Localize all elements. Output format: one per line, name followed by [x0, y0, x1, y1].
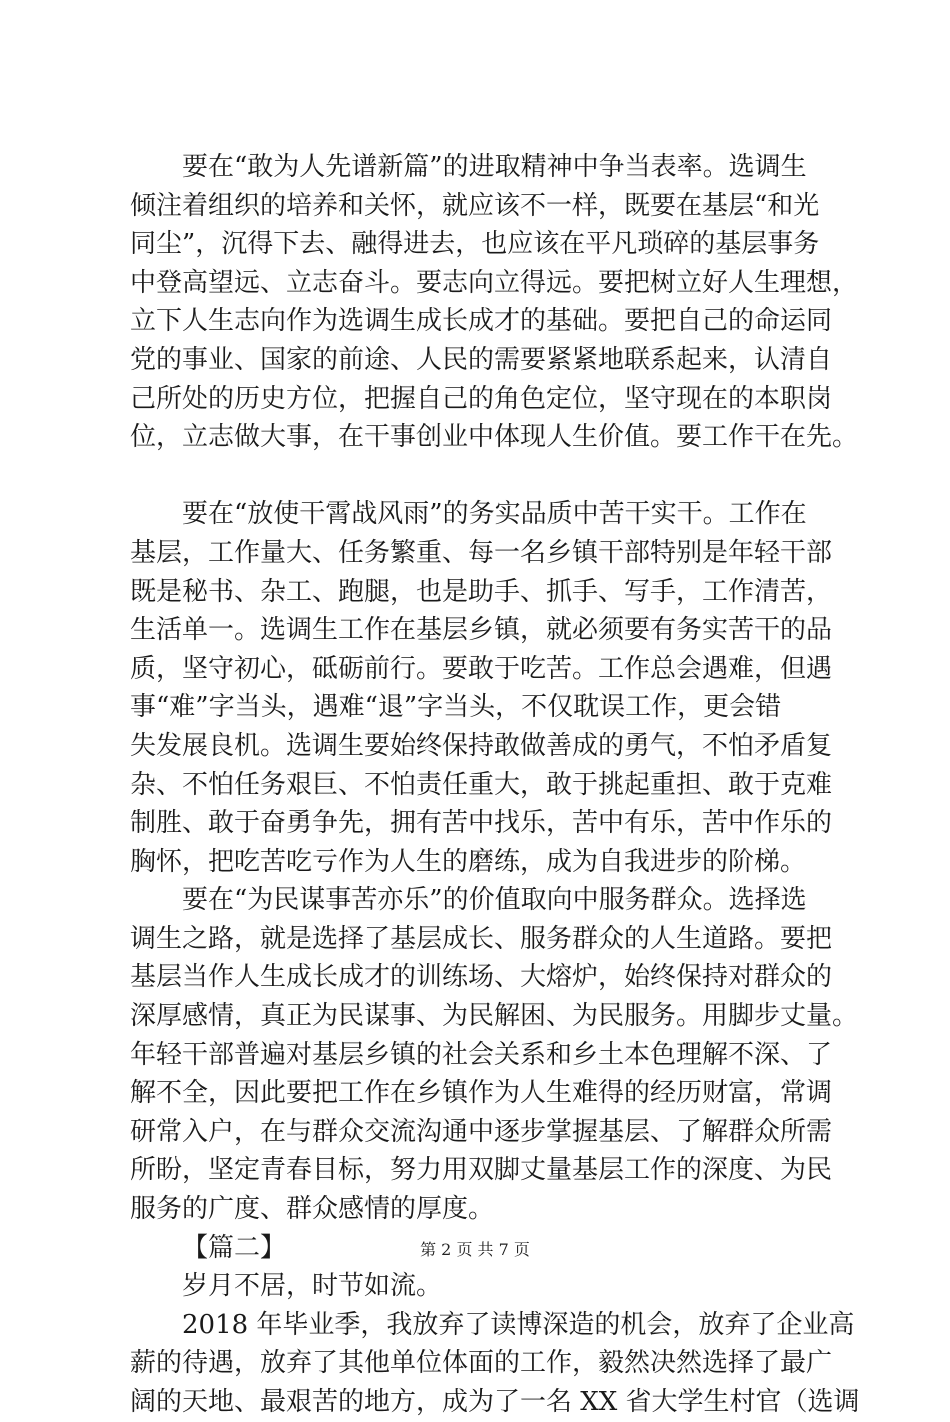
paragraph — [130, 881, 859, 1228]
document-body — [130, 148, 860, 1422]
text-line: 2018 年毕业季，我放弃了读博深造的机会，放弃了企业高 — [182, 1309, 855, 1340]
text-line: 杂、不怕任务艰巨、不怕责任重大，敢于挑起重担、敢于克难 — [130, 769, 833, 800]
paragraph — [130, 148, 859, 457]
text-line: 既是秘书、杂工、跑腿，也是助手、抓手、写手，工作清苦， — [130, 576, 833, 607]
text-line: 阔的天地、最艰苦的地方，成为了一名 XX 省大学生村官（选调 — [130, 1387, 860, 1417]
text-line: 质，坚守初心，砥砺前行。要敢于吃苦。工作总会遇难，但遇 — [130, 653, 833, 684]
page-number-footer: 第 2 页 共 7 页 — [420, 1240, 530, 1259]
paragraph — [130, 495, 833, 881]
paragraph-gap — [130, 457, 830, 496]
text-line: 生活单一。选调生工作在基层乡镇，就必须要有务实苦干的品 — [130, 615, 833, 646]
text-line: 基层，工作量大、任务繁重、每一名乡镇干部特别是年轻干部 — [130, 537, 833, 568]
text-line: 中登高望远、立志奋斗。要志向立得远。要把树立好人生理想， — [130, 267, 859, 298]
text-line: 研常入户，在与群众交流沟通中逐步掌握基层、了解群众所需 — [130, 1116, 833, 1147]
paragraph — [130, 1306, 860, 1422]
text-line: 位，立志做大事，在干事创业中体现人生价值。要工作干在先。 — [130, 422, 859, 453]
text-line: 岁月不居，时节如流。 — [182, 1271, 443, 1302]
text-line: 胸怀，把吃苦吃亏作为人生的磨练，成为自我进步的阶梯。 — [130, 846, 807, 877]
text-line: 年轻干部普遍对基层乡镇的社会关系和乡土本色理解不深、了 — [130, 1039, 833, 1070]
text-line: 失发展良机。选调生要始终保持敢做善成的勇气，不怕矛盾复 — [130, 730, 833, 761]
text-line: 调生之路，就是选择了基层成长、服务群众的人生道路。要把 — [130, 923, 833, 954]
text-line: 同尘”，沉得下去、融得进去，也应该在平凡琐碎的基层事务 — [130, 229, 820, 260]
section-heading: 【篇二】 — [182, 1232, 287, 1263]
text-line: 要在“放使干霄战风雨”的务实品质中苦干实干。工作在 — [182, 499, 807, 530]
text-line: 薪的待遇，放弃了其他单位体面的工作，毅然决然选择了最广 — [130, 1348, 833, 1379]
text-line: 服务的广度、群众感情的厚度。 — [130, 1194, 495, 1225]
text-line: 所盼，坚定青春目标，努力用双脚丈量基层工作的深度、为民 — [130, 1155, 833, 1186]
text-line: 基层当作人生成长成才的训练场、大熔炉，始终保持对群众的 — [130, 962, 833, 993]
text-line: 立下人生志向作为选调生成长成才的基础。要把自己的命运同 — [130, 306, 833, 337]
text-line: 党的事业、国家的前途、人民的需要紧紧地联系起来，认清自 — [130, 344, 833, 375]
text-line: 解不全，因此要把工作在乡镇作为人生难得的经历财富，常调 — [130, 1078, 833, 1109]
text-line: 要在“敢为人先谱新篇”的进取精神中争当表率。选调生 — [182, 152, 807, 182]
text-line: 制胜、敢于奋勇争先，拥有苦中找乐，苦中有乐，苦中作乐的 — [130, 808, 833, 839]
text-line: 事“难”字当头，遇难“退”字当头，不仅耽误工作，更会错 — [130, 692, 782, 723]
text-line: 深厚感情，真正为民谋事、为民解困、为民服务。用脚步丈量。 — [130, 1001, 859, 1032]
text-line: 要在“为民谋事苦亦乐”的价值取向中服务群众。选择选 — [182, 885, 807, 916]
text-line: 倾注着组织的培养和关怀，就应该不一样，既要在基层“和光 — [130, 190, 820, 221]
text-line: 己所处的历史方位，把握自己的角色定位，坚守现在的本职岗 — [130, 383, 833, 414]
